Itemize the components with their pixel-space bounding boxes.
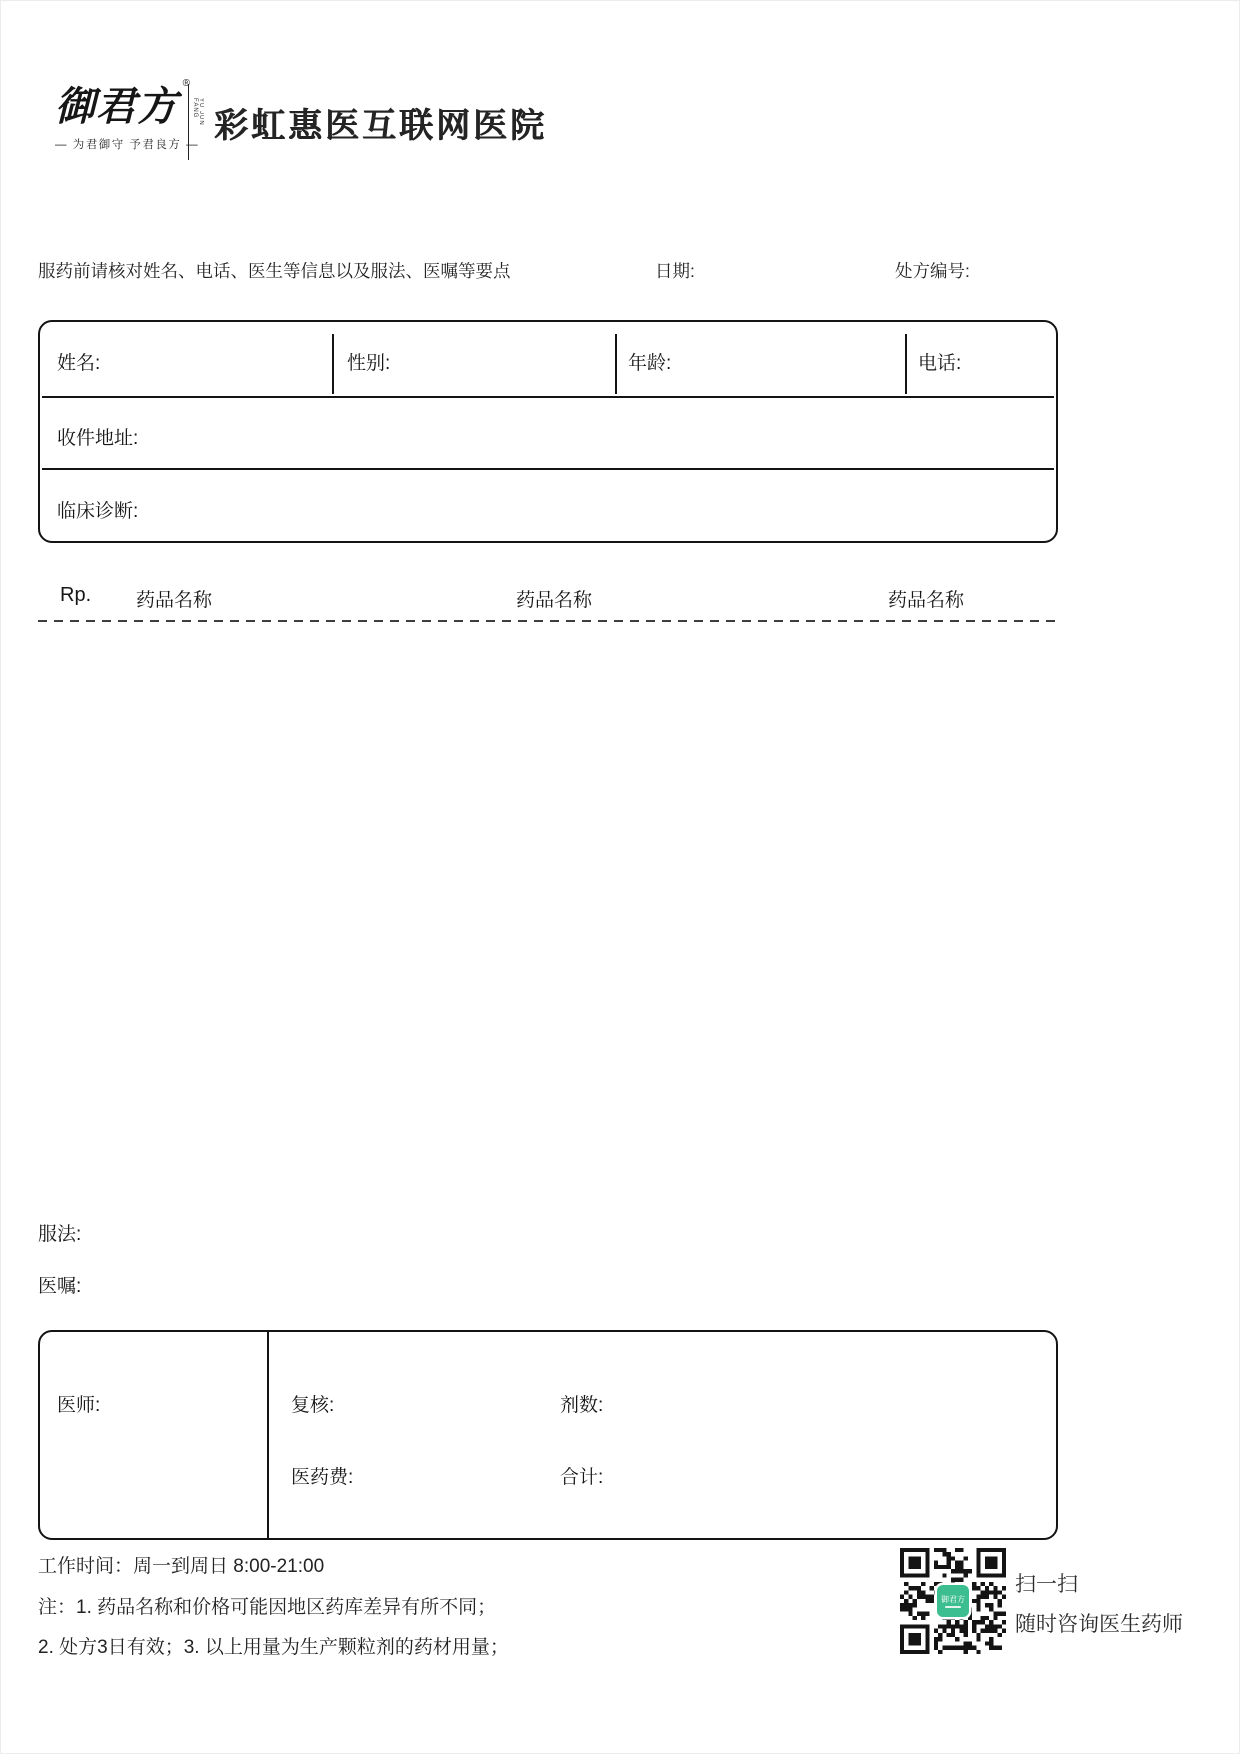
registered-trademark-icon: ® <box>182 78 190 89</box>
clinical-diagnosis-label: 临床诊断: <box>57 501 139 522</box>
footer-note-2: 2. 处方3日有效；3. 以上用量为生产颗粒剂的药材用量； <box>38 1637 509 1658</box>
rp-dashed-divider <box>38 620 1062 622</box>
qr-badge-decorative-bar <box>945 1606 961 1608</box>
qr-badge-text: 御君方 <box>941 1594 965 1604</box>
medical-fee-label: 医药费: <box>291 1467 354 1488</box>
doctor-advice-label: 医嘱: <box>38 1276 82 1297</box>
field-separator <box>332 334 334 394</box>
patient-age-label: 年龄: <box>628 353 672 374</box>
working-hours-text: 工作时间：周一到周日 8:00-21:00 <box>38 1556 325 1577</box>
total-label: 合计: <box>560 1467 604 1488</box>
brand-tagline: — 为君御守 予君良方 — <box>55 139 200 151</box>
signature-box <box>38 1330 1058 1540</box>
verification-notice: 服药前请核对姓名、电话、医生等信息以及服法、医嘱等要点 <box>38 261 511 281</box>
drug-name-column-2: 药品名称 <box>516 590 593 611</box>
field-separator <box>905 334 907 394</box>
qr-code <box>900 1548 1006 1654</box>
patient-gender-label: 性别: <box>347 353 391 374</box>
brand-logo-text: 御君方 <box>55 83 178 130</box>
brand-logo-vertical-text: YU JUN FANG <box>192 98 204 126</box>
hospital-name-title: 彩虹惠医互联网医院 <box>214 107 547 145</box>
field-separator <box>615 334 617 394</box>
scan-hint-title: 扫一扫 <box>1015 1573 1078 1596</box>
rx-number-label: 处方编号: <box>895 261 970 281</box>
rp-label: Rp. <box>60 584 92 606</box>
dosage-method-label: 服法: <box>38 1224 82 1245</box>
footer-note-1: 注：1. 药品名称和价格可能因地区药库差异有所不同； <box>38 1597 497 1618</box>
shipping-address-label: 收件地址: <box>57 428 139 449</box>
review-label: 复核: <box>291 1395 335 1416</box>
patient-phone-label: 电话: <box>918 353 962 374</box>
drug-name-column-1: 药品名称 <box>136 590 213 611</box>
row-divider <box>42 396 1054 398</box>
drug-name-column-3: 药品名称 <box>888 590 965 611</box>
doctor-label: 医师: <box>57 1395 101 1416</box>
scan-hint-subtitle: 随时咨询医生药师 <box>1015 1613 1183 1636</box>
patient-name-label: 姓名: <box>57 353 101 374</box>
row-divider <box>42 468 1054 470</box>
date-label: 日期: <box>655 261 695 281</box>
signature-box-divider <box>267 1332 269 1538</box>
dose-count-label: 剂数: <box>560 1395 604 1416</box>
qr-center-brand-badge <box>937 1585 969 1617</box>
